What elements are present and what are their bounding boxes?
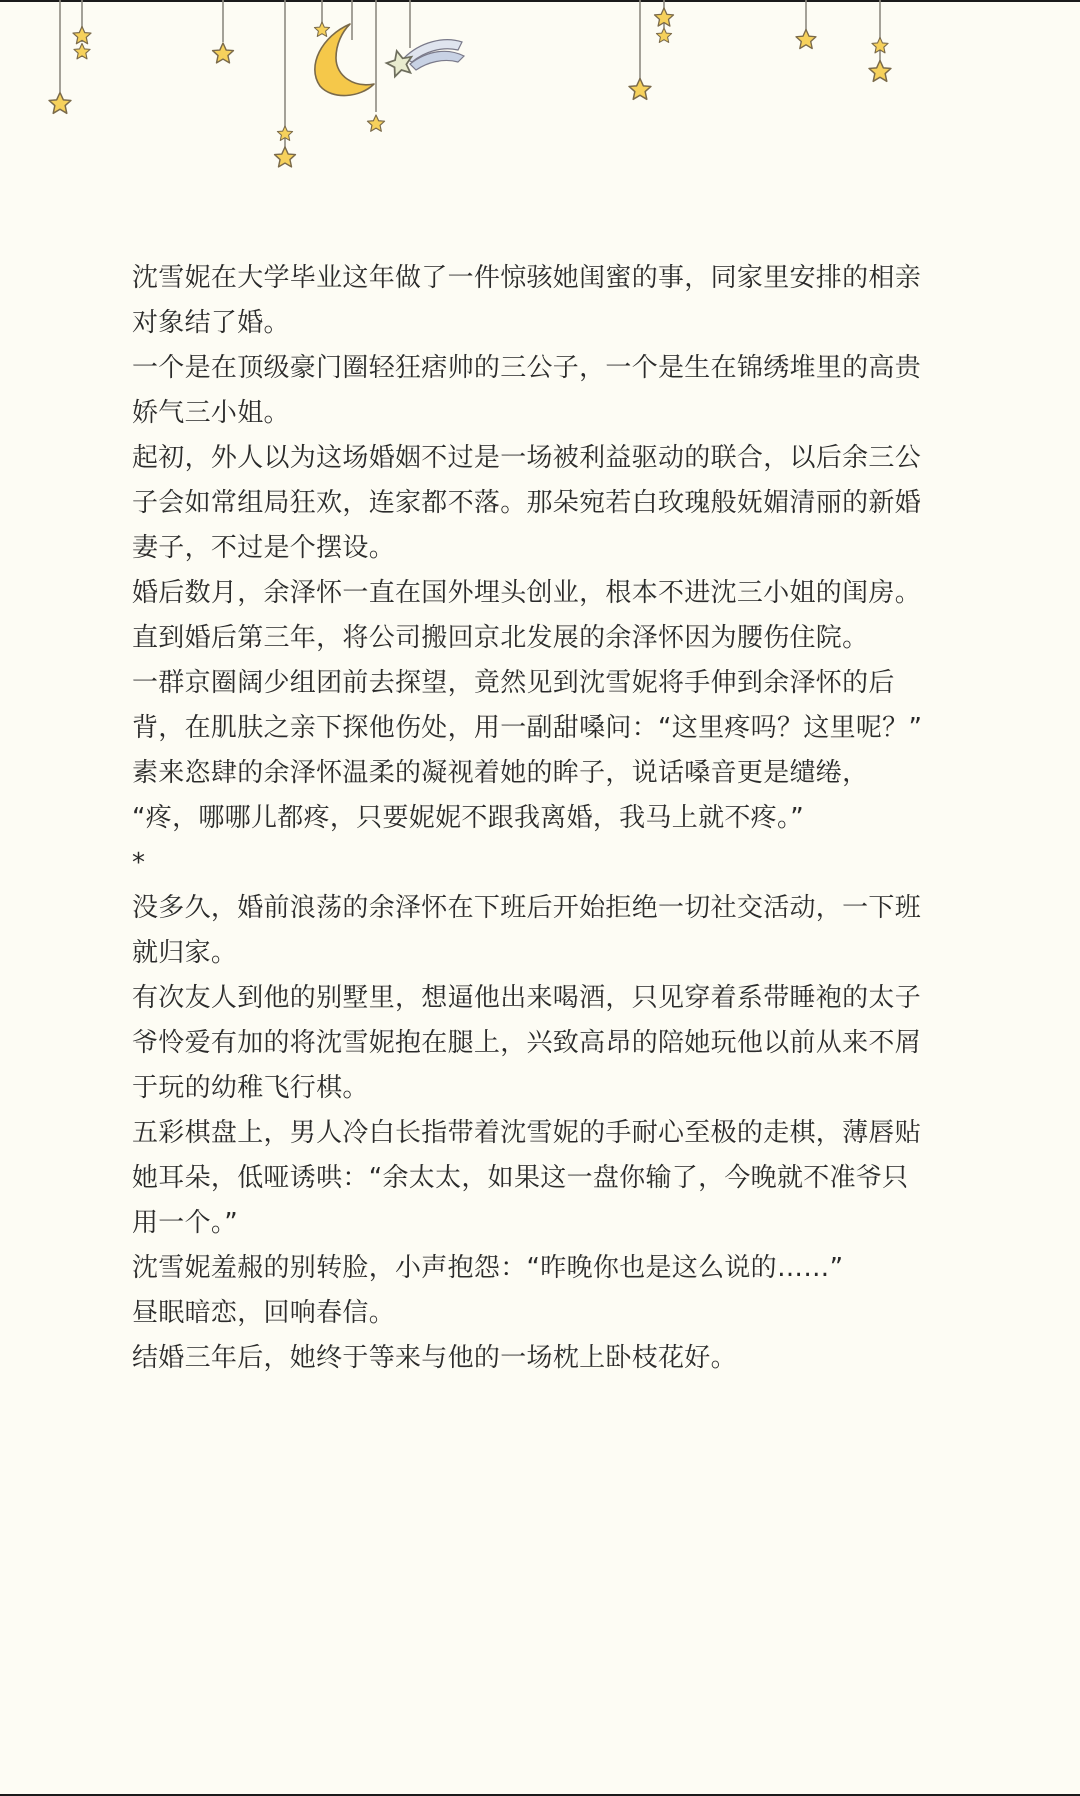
story-paragraph: 五彩棋盘上，男人冷白长指带着沈雪妮的手耐心至极的走棋，薄唇贴她耳朵，低哑诱哄：“余太太，如果这一盘你输了，今晚就不准爷只用一个。”: [132, 1118, 922, 1238]
shooting-star-icon: [384, 40, 464, 78]
story-text: [132, 256, 932, 1381]
hanging-star-icon: [629, 79, 651, 100]
story-paragraph: 昼眠暗恋，回响春信。: [132, 1298, 396, 1328]
hanging-star-icon: [275, 147, 296, 167]
hanging-stars-decoration: [0, 0, 1080, 180]
story-paragraph: 素来恣肆的余泽怀温柔的凝视着她的眸子，说话嗓音更是缱绻，: [132, 758, 869, 788]
hanging-star-icon: [74, 44, 90, 59]
story-paragraph: 直到婚后第三年，将公司搬回京北发展的余泽怀因为腰伤住院。: [132, 623, 869, 653]
hanging-star-icon: [656, 28, 671, 42]
story-paragraph: 沈雪妮羞赧的别转脸，小声抱怨：“昨晚你也是这么说的……”: [132, 1253, 844, 1283]
story-paragraph: 一群京圈阔少组团前去探望，竟然见到沈雪妮将手伸到余泽怀的后背，在肌肤之亲下探他伤处，用一副甜嗓问：“这里疼吗？这里呢？”: [132, 668, 923, 743]
story-paragraph: 没多久，婚前浪荡的余泽怀在下班后开始拒绝一切社交活动，一下班就归家。: [132, 893, 922, 968]
hanging-star-icon: [869, 61, 891, 82]
hanging-star-icon: [49, 93, 71, 114]
story-paragraph: 一个是在顶级豪门圈轻狂痞帅的三公子，一个是生在锦绣堆里的高贵娇气三小姐。: [132, 353, 922, 428]
story-paragraph: 沈雪妮在大学毕业这年做了一件惊骇她闺蜜的事，同家里安排的相亲对象结了婚。: [132, 263, 922, 338]
hanging-star-icon: [213, 43, 234, 63]
story-paragraph: 有次友人到他的别墅里，想逼他出来喝酒，只见穿着系带睡袍的太子爷怜爱有加的将沈雪妮抱在腿上，兴致高昂的陪她玩他以前从来不屑于玩的幼稚飞行棋。: [132, 983, 922, 1103]
hanging-star-icon: [796, 30, 816, 49]
section-separator: *: [132, 848, 146, 878]
story-paragraph: 起初，外人以为这场婚姻不过是一场被利益驱动的联合，以后余三公子会如常组局狂欢，连家都不落。那朵宛若白玫瑰般妩媚清丽的新婚妻子，不过是个摆设。: [132, 443, 922, 563]
story-paragraph: 婚后数月，余泽怀一直在国外埋头创业，根本不进沈三小姐的闺房。: [132, 578, 922, 608]
hanging-star-icon: [314, 22, 329, 36]
story-paragraph: 结婚三年后，她终于等来与他的一场枕上卧枝花好。: [132, 1343, 737, 1373]
hanging-star-icon: [367, 115, 384, 131]
story-paragraph: “疼，哪哪儿都疼，只要妮妮不跟我离婚，我马上就不疼。”: [132, 803, 805, 833]
